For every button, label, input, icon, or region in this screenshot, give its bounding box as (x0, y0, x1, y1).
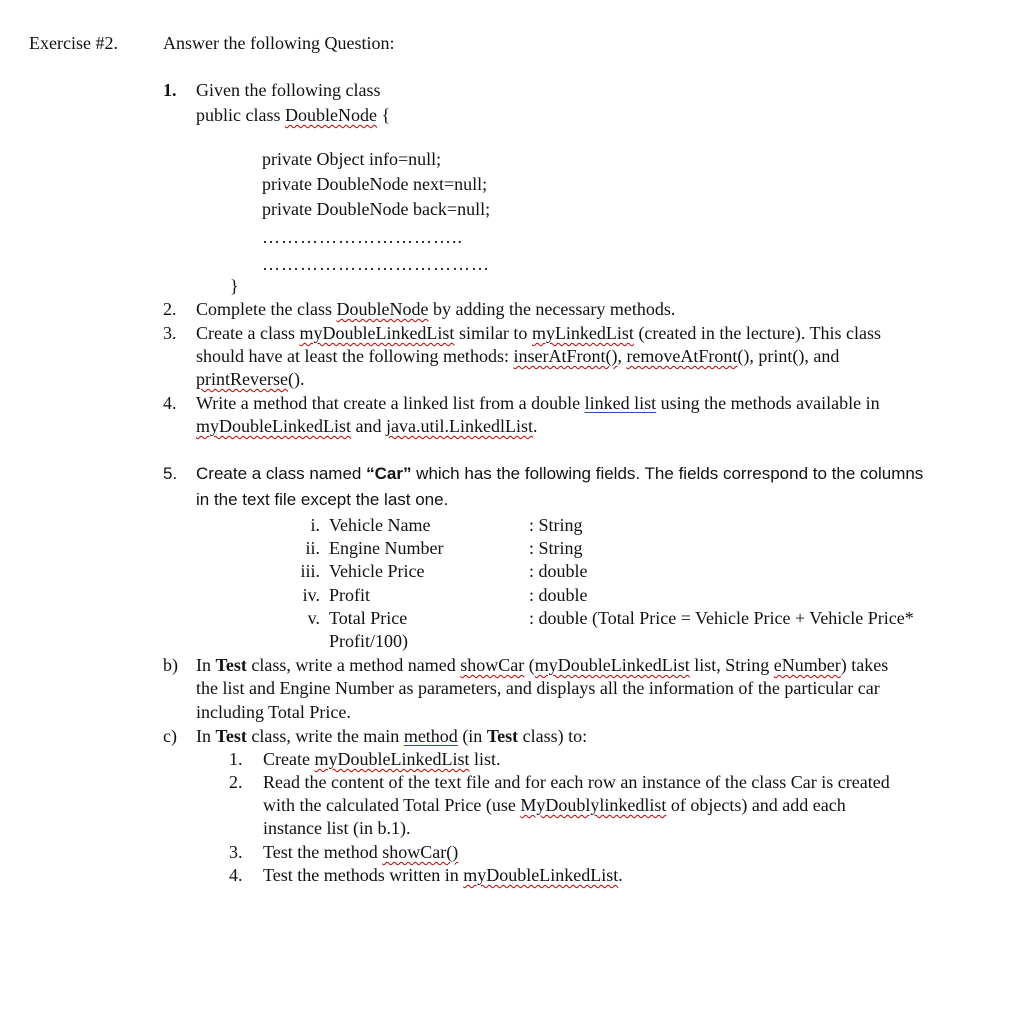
qc-item-3: Test the method showCar() (263, 842, 459, 862)
field-type: : String (529, 515, 583, 535)
q4-line2: myDoubleLinkedList and java.util.LinkedlList. (196, 416, 538, 436)
field-name: Profit (329, 585, 371, 605)
q3-line2: should have at least the following methods: inserAtFront(), removeAtFront(), print(), and (196, 346, 840, 366)
field-number: iii. (300, 561, 320, 581)
qc-item-number: 3. (229, 842, 243, 862)
q1-field-info: private Object info=null; (262, 149, 442, 169)
q3-number: 3. (163, 323, 177, 343)
q1-line2: public class DoubleNode { (196, 105, 391, 125)
field-name: Total Price (329, 608, 408, 628)
qc-item-2-line3: instance list (in b.1). (263, 818, 411, 838)
field-continuation: Profit/100) (329, 631, 408, 651)
q1-line1: Given the following class (196, 80, 381, 100)
exercise-label: Exercise #2. (29, 33, 118, 53)
q4-number: 4. (163, 393, 177, 413)
qb-line3: including Total Price. (196, 702, 351, 722)
q5-number: 5. (163, 464, 178, 483)
q2-number: 2. (163, 299, 177, 319)
qc-item-2-line1: Read the content of the text file and for each row an instance of the class Car is created (263, 772, 890, 792)
q2-text: Complete the class DoubleNode by adding the necessary methods. (196, 299, 676, 319)
field-number: iv. (302, 585, 320, 605)
field-type: : double (529, 561, 588, 581)
qc-item-1: Create myDoubleLinkedList list. (263, 749, 501, 769)
qb-line1: In Test class, write a method named showCar (myDoubleLinkedList list, String eNumber) takes (196, 655, 889, 675)
q1-dots-1: ………………………….. (262, 227, 463, 247)
field-number: i. (310, 515, 320, 535)
field-number: ii. (305, 538, 320, 558)
q1-dots-2: ……………………………… (262, 254, 490, 274)
qb-label: b) (163, 655, 178, 675)
field-type: : String (529, 538, 583, 558)
q1-close-brace: } (230, 276, 239, 296)
q3-line1: Create a class myDoubleLinkedList similar to myLinkedList (created in the lecture). This class (196, 323, 881, 343)
qc-item-number: 2. (229, 772, 243, 792)
qc-item-4: Test the methods written in myDoubleLinkedList. (263, 865, 623, 885)
q3-line3: printReverse(). (196, 369, 305, 389)
instruction: Answer the following Question: (163, 33, 395, 53)
q4-line1: Write a method that create a linked list from a double linked list using the methods available in (196, 393, 880, 413)
field-name: Engine Number (329, 538, 444, 558)
qc-line1: In Test class, write the main method (in Test class) to: (196, 726, 588, 746)
qc-item-2-line2: with the calculated Total Price (use MyDoublylinkedlist of objects) and add each (263, 795, 846, 815)
field-name: Vehicle Name (329, 515, 431, 535)
qb-line2: the list and Engine Number as parameters, and displays all the information of the particular car (196, 678, 880, 698)
qc-item-number: 4. (229, 865, 243, 885)
q5-line2: in the text file except the last one. (196, 490, 449, 509)
q1-field-back: private DoubleNode back=null; (262, 199, 491, 219)
field-type: : double (529, 585, 588, 605)
q5-line1: Create a class named “Car” which has the following fields. The fields correspond to the columns (196, 464, 924, 483)
qc-label: c) (163, 726, 177, 746)
field-type: : double (Total Price = Vehicle Price + Vehicle Price* (529, 608, 914, 628)
q1-number: 1. (163, 80, 177, 100)
q1-field-next: private DoubleNode next=null; (262, 174, 488, 194)
field-number: v. (307, 608, 320, 628)
qc-item-number: 1. (229, 749, 243, 769)
field-name: Vehicle Price (329, 561, 425, 581)
